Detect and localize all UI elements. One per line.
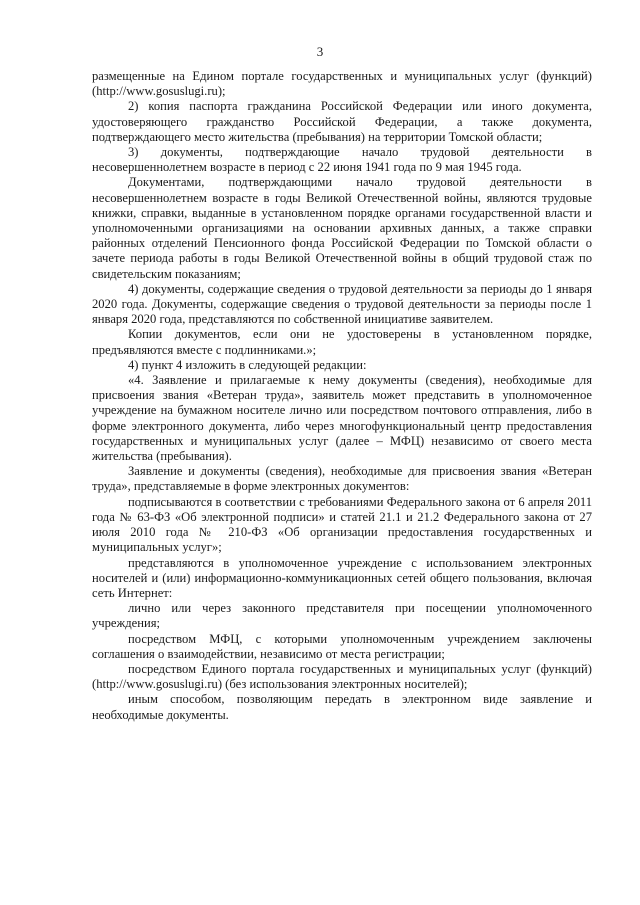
- paragraph-continuation: размещенные на Едином портале государственных и муниципальных услуг (функций) (http://www.gosuslugi.ru);: [92, 69, 592, 99]
- paragraph-item-4: 4) документы, содержащие сведения о трудовой деятельности за периоды до 1 января 2020 года. Документы, содержащие сведения о трудовой деятельности за периоды после 1 января 2020 года, представляются по собственной инициативе заявителем.: [92, 281, 592, 327]
- document-body: [92, 69, 592, 723]
- paragraph-other-method: иным способом, позволяющим передать в электронном виде заявление и необходимые документы.: [92, 692, 592, 722]
- paragraph-item-2: 2) копия паспорта гражданина Российской Федерации или иного документа, удостоверяющего гражданство Российской Федерации, а также документа, подтверждающего место жительства (пребывания) на территории Томской области;: [92, 99, 592, 144]
- page-number: 3: [316, 44, 324, 59]
- paragraph-via-portal: посредством Единого портала государственных и муниципальных услуг (функций) (http://www.gosuslugi.ru) (без использования электронных носителей);: [92, 661, 592, 692]
- paragraph-signed: подписываются в соответствии с требованиями Федерального закона от 6 апреля 2011 года № 63-ФЗ «Об электронной подписи» и статей 21.1 и 21.2 Федерального закона от 27 июля 2010 года № 210-ФЗ «Об организации предоставления государственных и муниципальных услуг»;: [92, 494, 592, 555]
- paragraph-confirming-documents: Документами, подтверждающими начало трудовой деятельности в несовершеннолетнем возрасте в годы Великой Отечественной войны, являются трудовые книжки, справки, выданные в установленном порядке органами государственной власти и уполномоченными организациями на основании архивных данных, а также справки районных отделений Пенсионного фонда Российской Федерации по Томской области о зачете периода работы в годы Великой Отечественной войны в общий трудовой стаж по свидетельским показаниям;: [92, 175, 592, 281]
- paragraph-amendment-4: 4) пункт 4 изложить в следующей редакции:: [128, 357, 367, 372]
- paragraph-electronic-docs: Заявление и документы (сведения), необходимые для присвоения звания «Ветеран труда», представляемые в форме электронных документов:: [92, 464, 592, 494]
- paragraph-copies: Копии документов, если они не удостоверены в установленном порядке, предъявляются вместе с подлинниками.»;: [92, 327, 592, 357]
- paragraph-clause-4: «4. Заявление и прилагаемые к нему документы (сведения), необходимые для присвоения звания «Ветеран труда», заявитель может представить в уполномоченное учреждение на бумажном носителе лично или посредством почтового отправления, либо в форме электронного документа, либо через многофункциональный центр предоставления государственных и муниципальных услуг (далее – МФЦ) независимо от своего места жительства (пребывания).: [92, 373, 592, 464]
- paragraph-in-person: лично или через законного представителя при посещении уполномоченного учреждения;: [92, 601, 592, 631]
- paragraph-via-mfc: посредством МФЦ, с которыми уполномоченным учреждением заключены соглашения о взаимодействии, независимо от места регистрации;: [92, 631, 592, 661]
- paragraph-item-3: 3) документы, подтверждающие начало трудовой деятельности в несовершеннолетнем возрасте в период с 22 июня 1941 года по 9 мая 1945 года.: [92, 145, 592, 175]
- paragraph-submitted: представляются в уполномоченное учреждение с использованием электронных носителей и (или) информационно-коммуникационных сетей общего пользования, включая сеть Интернет:: [92, 555, 592, 600]
